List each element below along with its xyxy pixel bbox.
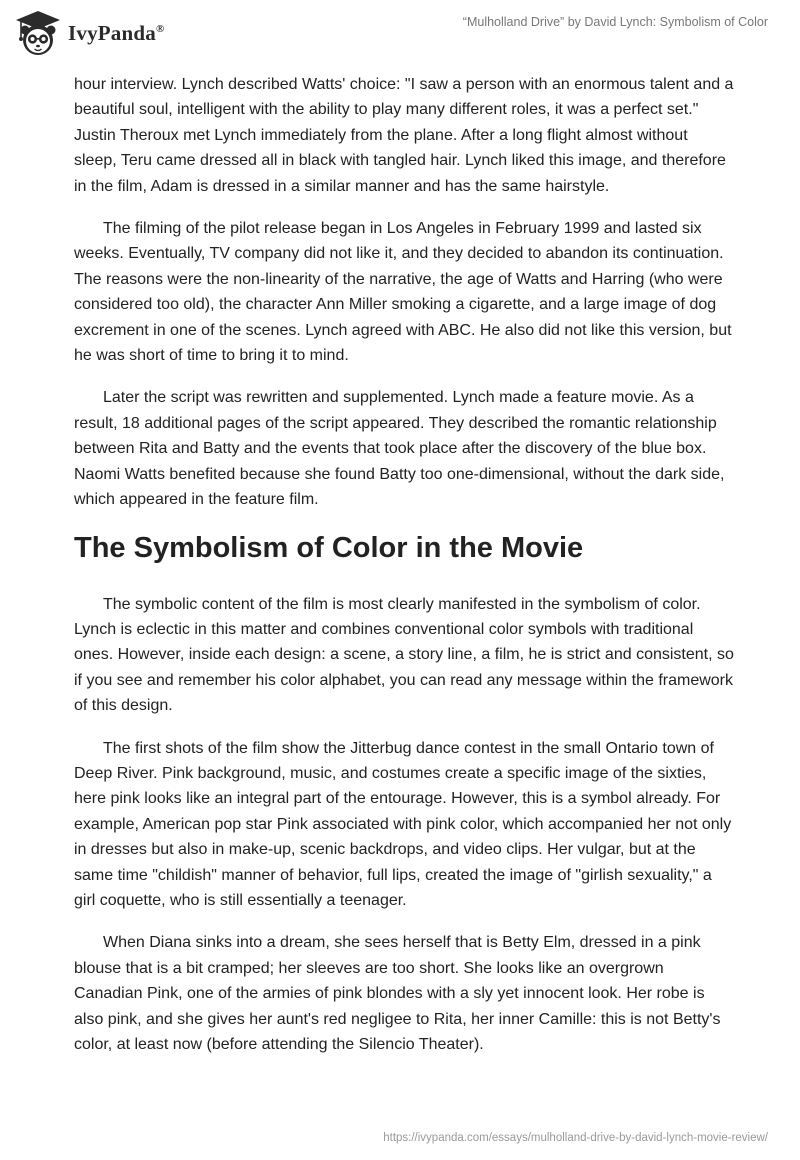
paragraph: The symbolic content of the film is most clearly manifested in the symbolism of color. Lynch is eclectic in this matter and combines conventional color symbols with traditional ones. However, inside each design: a scene, a story line, a film, he is strict and consistent, so if you see and remember his color alphabet, you can read any message within the framework of this design. — [74, 595, 734, 715]
source-url[interactable]: https://ivypanda.com/essays/mulholland-drive-by-david-lynch-movie-review/ — [383, 1132, 768, 1144]
section-heading: The Symbolism of Color in the Movie — [74, 531, 584, 564]
document-title: “Mulholland Drive” by David Lynch: Symbolism of Color — [462, 15, 768, 29]
brand-name: IvyPanda® — [68, 20, 165, 45]
page-header — [0, 0, 800, 70]
paragraph: hour interview. Lynch described Watts' choice: "I saw a person with an enormous talent and a beautiful soul, intelligent with the ability to play many different roles, it was a perfect set." Justin Theroux met Lynch immediately from the plane. After a long flight almost without sleep, Teru came dressed all in black with tangled hair. Lynch liked this image, and therefore in the film, Adam is dressed in a similar manner and has the same hairstyle. — [74, 76, 734, 195]
paragraph: When Diana sinks into a dream, she sees herself that is Betty Elm, dressed in a pink blouse that is a bit cramped; her sleeves are too short. She looks like an overgrown Canadian Pink, one of the armies of pink blondes with a sly yet innocent look. Her robe is also pink, and she gives her aunt's red negligee to Rita, her inner Camille: this is not Betty's color, at least now (before attending the Silencio Theater). — [74, 934, 721, 1053]
ivypanda-logo[interactable] — [13, 8, 164, 58]
panda-graduate-icon — [13, 8, 63, 58]
paragraph: The first shots of the film show the Jitterbug dance contest in the small Ontario town of Deep River. Pink background, music, and costumes create a specific image of the sixties, here pink looks like an integral part of the entourage. However, this is a symbol already. For example, American pop star Pink associated with pink color, which accompanied her not only in dresses but also in make-up, scenic backdrops, and video clips. Her vulgar, but at the same time "childish" manner of behavior, full lips, created the image of "girlish sexuality," a girl coquette, who is still essentially a teenager. — [74, 739, 732, 909]
essay-body — [74, 72, 734, 1074]
paragraph: The filming of the pilot release began in Los Angeles in February 1999 and lasted six weeks. Eventually, TV company did not like it, and they decided to abandon its continuation. The reasons were the non-linearity of the narrative, the age of Watts and Harring (who were considered too old), the character Ann Miller smoking a cigarette, and a large image of dog excrement in one of the scenes. Lynch agreed with ABC. He also did not like this version, but he was short of time to bring it to mind. — [74, 220, 732, 365]
paragraph: Later the script was rewritten and supplemented. Lynch made a feature movie. As a result, 18 additional pages of the script appeared. They described the romantic relationship between Rita and Batty and the events that took place after the discovery of the blue box. Naomi Watts benefited because she found Batty too one-dimensional, without the dark side, which appeared in the feature film. — [74, 389, 725, 509]
